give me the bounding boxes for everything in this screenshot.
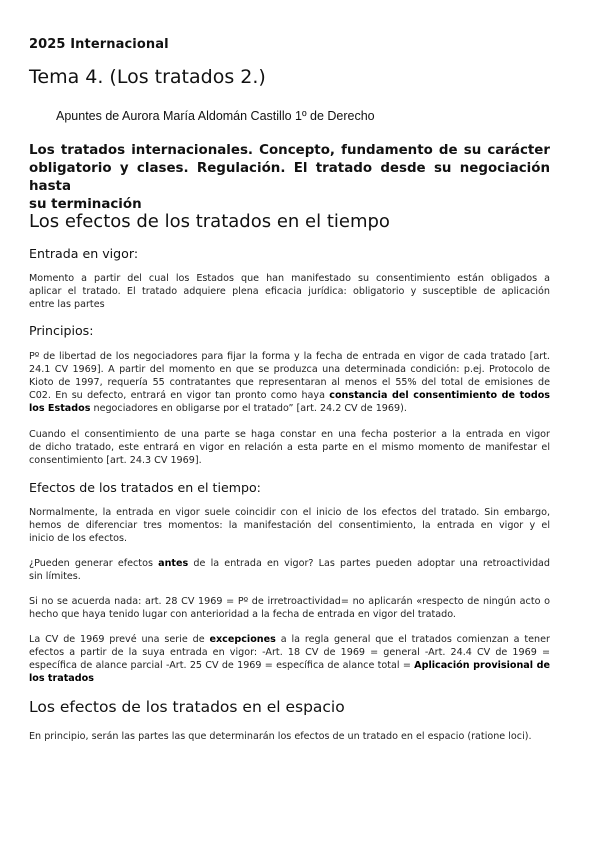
paragraph-principios-1: [29, 350, 550, 415]
subheading-efectos: Efectos de los tratados en el tiempo:: [29, 480, 261, 495]
text-line: hecho que haya tenido lugar con anterioridad a la fecha de entrada en vigor del tratado.: [29, 609, 456, 620]
text-run: a la regla general que el tratados comienzan a tener: [275, 634, 550, 645]
paragraph-entrada: [29, 272, 550, 311]
text-line: Si no se acuerda nada: art. 28 CV 1969 = Pº de irretroactividad= no aplicarán «respecto de ningún acto o: [29, 596, 550, 607]
paragraph-efectos-1: [29, 506, 550, 545]
bold-run: excepciones: [209, 634, 276, 645]
paragraph-espacio: [29, 730, 550, 743]
subheading-entrada: Entrada en vigor:: [29, 246, 139, 261]
text-line: sin límites.: [29, 571, 81, 582]
paragraph-efectos-2: [29, 557, 550, 583]
subheading-principios: Principios:: [29, 323, 94, 338]
topic-heading-line: obligatorio y clases. Regulación. El tratado desde su negociación hasta: [29, 161, 550, 194]
text-line: Momento a partir del cual los Estados que han manifestado su consentimiento están obligados a: [29, 273, 550, 284]
topic-heading-line: Los tratados internacionales. Concepto, fundamento de su carácter: [29, 143, 550, 158]
course-label: 2025 Internacional: [29, 37, 169, 52]
text-line: 24.1 CV 1969]. A partir del momento en que se produzca una determinada condición: p.ej. Protocolo de: [29, 364, 550, 375]
text-run: ¿Pueden generar efectos: [29, 558, 159, 569]
topic-heading: [29, 142, 550, 214]
paragraph-efectos-4: [29, 633, 550, 685]
text-line: efectos a partir de la suya entrada en vigor: -Art. 18 CV de 1969 = general -Art. 24.4 CV de 1969 =: [29, 647, 550, 658]
text-line: [29, 672, 550, 685]
section-title-espacio: Los efectos de los tratados en el espacio: [29, 698, 345, 716]
text-line: [29, 402, 550, 415]
text-line: [29, 389, 550, 402]
text-run: C02. En su defecto, entrará en vigor tan pronto como haya: [29, 390, 330, 401]
author-note: Apuntes de Aurora María Aldomán Castillo 1º de Derecho: [56, 109, 375, 123]
bold-run: los tratados: [29, 673, 94, 684]
text-run: negociadores en obligarse por el tratado” [art. 24.2 CV de 1969).: [90, 403, 407, 414]
text-line: Normalmente, la entrada en vigor suele coincidir con el inicio de los efectos del tratado. Sin embargo,: [29, 507, 550, 518]
text-line: consentimiento [art. 24.3 CV 1969].: [29, 455, 202, 466]
text-line: aplicar el tratado. El tratado adquiere plena eficacia jurídica: obligatorio y susceptible de aplicación: [29, 286, 550, 297]
bold-run: constancia del consentimiento de todos: [329, 390, 550, 401]
text-line: entre las partes: [29, 299, 105, 310]
text-line: En principio, serán las partes las que determinarán los efectos de un tratado en el espacio (ratione loci).: [29, 731, 532, 742]
bold-run: antes: [158, 558, 189, 569]
text-line: de dicho tratado, este entrará en vigor en relación a esta parte en el mismo momento de manifestar el: [29, 442, 550, 453]
bold-run: los Estados: [29, 403, 91, 414]
text-run: La CV de 1969 prevé una serie de: [29, 634, 210, 645]
text-line: Kioto de 1997, requería 55 contratantes que representaran al menos el 55% del total de emisiones de: [29, 377, 550, 388]
text-line: [29, 557, 550, 570]
text-run: de la entrada en vigor? Las partes pueden adoptar una retroactividad: [188, 558, 551, 569]
text-line: [29, 659, 550, 672]
section-title-tiempo: Los efectos de los tratados en el tiempo: [29, 211, 390, 232]
page-title: Tema 4. (Los tratados 2.): [29, 66, 266, 88]
text-line: Pº de libertad de los negociadores para fijar la forma y la fecha de entrada en vigor de cada tratado [art.: [29, 351, 550, 362]
bold-run: Aplicación provisional de: [414, 660, 550, 671]
text-line: hemos de diferenciar tres momentos: la manifestación del consentimiento, la entrada en vigor y el: [29, 520, 550, 531]
text-line: Cuando el consentimiento de una parte se haga constar en una fecha posterior a la entrada en vigor: [29, 429, 550, 440]
text-line: [29, 633, 550, 646]
text-run: específica de alance parcial -Art. 25 CV de 1969 = específica de alance total =: [29, 660, 415, 671]
paragraph-principios-2: [29, 428, 550, 467]
topic-heading-line: su terminación: [29, 197, 142, 212]
text-line: inicio de los efectos.: [29, 533, 128, 544]
paragraph-efectos-3: [29, 595, 550, 621]
